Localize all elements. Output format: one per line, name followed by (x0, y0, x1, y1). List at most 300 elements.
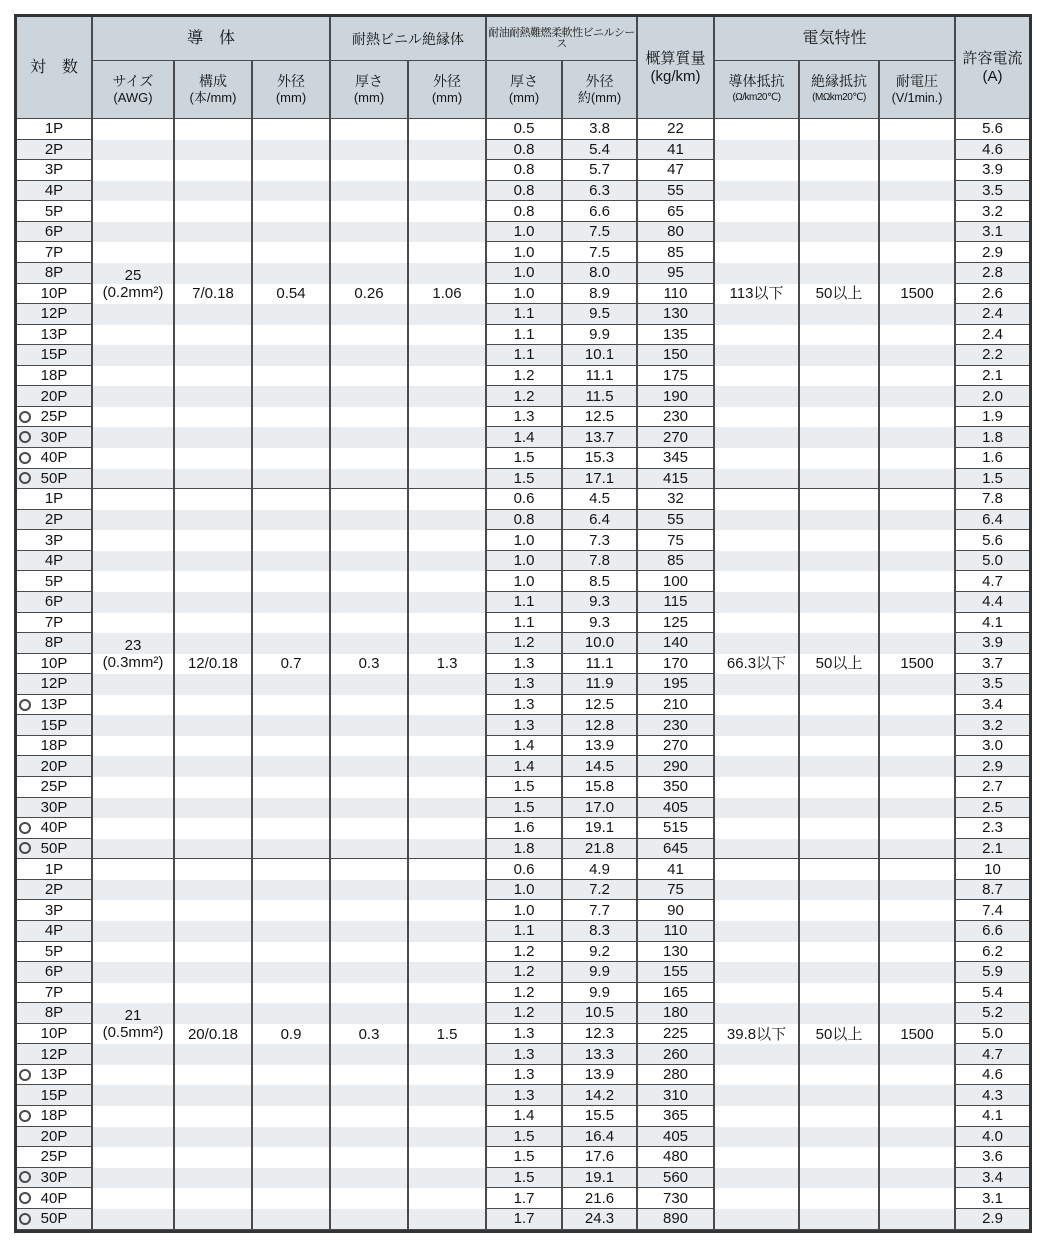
sheath-thickness-cell: 1.5 (487, 469, 563, 490)
pair-count-label: 5P (44, 942, 64, 960)
insulation-od-cell (409, 489, 487, 510)
conductor-od-cell (253, 325, 331, 346)
conductor-od-cell (253, 695, 331, 716)
allowable-current-cell: 1.6 (956, 448, 1029, 469)
conductor-resistance-cell (715, 983, 800, 1004)
insulation-resistance-cell (800, 900, 880, 921)
insulation-od-cell (409, 695, 487, 716)
sheath-od-cell: 7.2 (563, 880, 638, 901)
sheath-thickness-cell: 1.2 (487, 942, 563, 963)
pair-count-label: 4P (44, 552, 64, 570)
insulation-od-cell (409, 263, 487, 284)
sheath-group-header: 耐油耐熱難燃柔軟性ビニルシース (487, 17, 638, 61)
mass-cell: 100 (638, 571, 715, 592)
conductor-size-cell (93, 119, 175, 140)
conductor-size-cell (93, 859, 175, 880)
sheath-thickness-cell: 1.2 (487, 366, 563, 387)
sheath-od-cell: 7.5 (563, 222, 638, 243)
insulation-thickness-cell (331, 1168, 409, 1189)
withstand-voltage-cell (880, 777, 956, 798)
insulation-resistance-cell (800, 633, 880, 654)
conductor-resistance-cell (715, 571, 800, 592)
spec-row (17, 942, 1029, 963)
withstand-voltage-cell (880, 551, 956, 572)
spec-row (17, 798, 1029, 819)
spec-row (17, 1127, 1029, 1148)
conductor-strands-cell (175, 427, 253, 448)
conductor-od-cell (253, 427, 331, 448)
insulation-thickness-cell (331, 736, 409, 757)
withstand-voltage-cell (880, 942, 956, 963)
allowable-current-cell: 3.4 (956, 1168, 1029, 1189)
insulation-thickness-cell (331, 510, 409, 531)
mass-cell: 270 (638, 736, 715, 757)
pair-count-label: 15P (40, 346, 68, 364)
mass-cell: 260 (638, 1044, 715, 1065)
withstand-voltage-cell (880, 489, 956, 510)
sheath-od-cell: 12.5 (563, 407, 638, 428)
insulation-resistance-cell (800, 530, 880, 551)
sheath-thickness-cell: 1.1 (487, 345, 563, 366)
conductor-resistance-cell (715, 427, 800, 448)
sheath-thickness-cell: 1.3 (487, 674, 563, 695)
spec-row (17, 859, 1029, 880)
mass-cell: 225 (638, 1024, 715, 1045)
insulation-thickness-cell (331, 263, 409, 284)
sheath-thickness-cell: 0.8 (487, 160, 563, 181)
pair-count-label: 40P (40, 1189, 68, 1207)
insulation-od-cell (409, 798, 487, 819)
insulation-od-cell (409, 345, 487, 366)
spec-row (17, 1209, 1029, 1230)
spec-row (17, 777, 1029, 798)
conductor-strands-cell (175, 798, 253, 819)
cable-spec-table (14, 14, 1032, 1233)
sheath-thickness-cell: 1.3 (487, 1024, 563, 1045)
conductor-strands-cell (175, 345, 253, 366)
insulation-od-cell (409, 736, 487, 757)
table-header (17, 17, 1029, 119)
insulation-resistance-subheader-unit: (MΩkm20℃) (812, 92, 866, 103)
insulation-od-subheader-label: 外径 (433, 73, 461, 89)
sheath-thickness-cell: 1.5 (487, 798, 563, 819)
sheath-thickness-cell: 0.8 (487, 510, 563, 531)
insulation-od-cell (409, 633, 487, 654)
withstand-voltage-cell (880, 962, 956, 983)
spec-row (17, 1106, 1029, 1127)
conductor-resistance-cell (715, 160, 800, 181)
insulation-thickness-cell (331, 1209, 409, 1230)
pair-count-label: 25P (40, 408, 68, 426)
insulation-thickness-cell (331, 900, 409, 921)
insulation-resistance-cell (800, 1085, 880, 1106)
insulation-od-cell (409, 448, 487, 469)
awg-size-note: (0.2mm²) (102, 283, 164, 301)
withstand-voltage-cell (880, 1106, 956, 1127)
conductor-strands-cell: 12/0.18 (175, 654, 253, 675)
insulation-od-cell (409, 551, 487, 572)
mass-cell: 80 (638, 222, 715, 243)
spec-row (17, 1044, 1029, 1065)
sheath-thickness-cell: 1.2 (487, 1003, 563, 1024)
pair-count-cell (17, 880, 93, 901)
pair-count-cell (17, 1168, 93, 1189)
insulation-od-cell: 1.06 (409, 284, 487, 305)
sheath-od-subheader-label: 外径 (585, 73, 614, 89)
insulation-od-cell (409, 571, 487, 592)
conductor-size-cell (93, 839, 175, 860)
conductor-resistance-cell (715, 1188, 800, 1209)
conductor-od-cell (253, 633, 331, 654)
pair-count-label: 2P (44, 881, 64, 899)
insulation-thickness-cell (331, 345, 409, 366)
withstand-voltage-cell (880, 736, 956, 757)
size-subheader-label: サイズ (112, 73, 154, 89)
mass-cell: 55 (638, 181, 715, 202)
conductor-od-subheader (253, 61, 331, 119)
conductor-resistance-cell (715, 1085, 800, 1106)
pair-count-label: 40P (40, 449, 68, 467)
allowable-current-cell: 5.0 (956, 1024, 1029, 1045)
sheath-od-cell: 24.3 (563, 1209, 638, 1230)
spec-row (17, 510, 1029, 531)
insulation-resistance-cell (800, 1168, 880, 1189)
insulation-resistance-cell (800, 1044, 880, 1065)
pair-count-cell (17, 325, 93, 346)
conductor-strands-cell (175, 448, 253, 469)
pair-count-label: 15P (40, 1086, 68, 1104)
spec-row (17, 818, 1029, 839)
insulation-od-cell (409, 756, 487, 777)
pair-count-label: 2P (44, 510, 64, 528)
conductor-od-cell (253, 510, 331, 531)
conductor-od-subheader-unit: (mm) (275, 90, 307, 105)
conductor-size-cell (93, 921, 175, 942)
conductor-resistance-cell (715, 263, 800, 284)
conductor-od-cell (253, 777, 331, 798)
insulation-thickness-cell (331, 140, 409, 161)
sheath-od-cell: 11.1 (563, 654, 638, 675)
withstand-voltage-cell (880, 222, 956, 243)
withstand-voltage-cell (880, 119, 956, 140)
pair-count-cell (17, 407, 93, 428)
conductor-strands-cell (175, 201, 253, 222)
conductor-resistance-cell: 66.3以下 (715, 654, 800, 675)
conductor-resistance-cell (715, 859, 800, 880)
conductor-strands-cell (175, 942, 253, 963)
conductor-size-cell (93, 160, 175, 181)
insulation-thickness-cell (331, 962, 409, 983)
conductor-size-cell (93, 1065, 175, 1086)
conductor-od-cell: 0.54 (253, 284, 331, 305)
allowable-current-cell: 2.3 (956, 818, 1029, 839)
pair-count-cell (17, 592, 93, 613)
allowable-current-cell: 3.1 (956, 222, 1029, 243)
conductor-resistance-cell (715, 242, 800, 263)
conductor-od-cell (253, 345, 331, 366)
conductor-od-cell (253, 1106, 331, 1127)
conductor-size-cell (93, 386, 175, 407)
insulation-resistance-cell (800, 1065, 880, 1086)
insulation-thickness-cell (331, 1065, 409, 1086)
conductor-size-cell (93, 798, 175, 819)
mass-cell: 75 (638, 880, 715, 901)
conductor-od-cell (253, 181, 331, 202)
conductor-size-cell (93, 345, 175, 366)
insulation-resistance-cell (800, 1188, 880, 1209)
withstand-voltage-cell (880, 1003, 956, 1024)
insulation-od-cell (409, 715, 487, 736)
conductor-resistance-cell (715, 613, 800, 634)
sheath-od-cell: 6.3 (563, 181, 638, 202)
pair-count-header: 対 数 (17, 17, 93, 119)
conductor-resistance-cell (715, 386, 800, 407)
conductor-size-label (93, 267, 173, 301)
strands-subheader-unit: (本/mm) (189, 90, 237, 105)
pair-count-label: 20P (40, 387, 68, 405)
allowable-current-cell: 7.4 (956, 900, 1029, 921)
pair-count-cell (17, 654, 93, 675)
conductor-od-cell (253, 880, 331, 901)
withstand-voltage-cell (880, 427, 956, 448)
insulation-thickness-cell (331, 1044, 409, 1065)
insulation-od-cell (409, 201, 487, 222)
insulation-resistance-cell (800, 407, 880, 428)
spec-sheet (14, 14, 1032, 1233)
sheath-od-cell: 13.9 (563, 736, 638, 757)
allowable-current-cell: 5.0 (956, 551, 1029, 572)
conductor-size-cell (93, 942, 175, 963)
pair-count-label: 18P (40, 367, 68, 385)
withstand-voltage-cell (880, 1127, 956, 1148)
conductor-resistance-cell (715, 1147, 800, 1168)
spec-row (17, 1024, 1029, 1045)
insulation-od-cell (409, 592, 487, 613)
allowable-current-cell: 6.6 (956, 921, 1029, 942)
pair-count-cell (17, 633, 93, 654)
withstand-voltage-cell (880, 695, 956, 716)
conductor-od-cell (253, 818, 331, 839)
conductor-resistance-cell (715, 715, 800, 736)
insulation-resistance-cell (800, 551, 880, 572)
mass-cell: 405 (638, 1127, 715, 1148)
conductor-resistance-cell (715, 1065, 800, 1086)
sheath-od-cell: 17.1 (563, 469, 638, 490)
mass-cell: 645 (638, 839, 715, 860)
insulation-resistance-cell (800, 859, 880, 880)
conductor-size-cell (93, 366, 175, 387)
withstand-voltage-cell (880, 366, 956, 387)
sheath-thickness-cell: 1.4 (487, 1106, 563, 1127)
withstand-voltage-cell (880, 633, 956, 654)
awg-size-value: 25 (124, 266, 142, 284)
pair-count-cell (17, 366, 93, 387)
pair-count-cell (17, 1065, 93, 1086)
spec-row (17, 427, 1029, 448)
conductor-size-cell (93, 1106, 175, 1127)
spec-row (17, 242, 1029, 263)
spec-row (17, 345, 1029, 366)
sheath-od-cell: 9.9 (563, 962, 638, 983)
withstand-voltage-cell (880, 859, 956, 880)
conductor-strands-cell (175, 551, 253, 572)
conductor-od-cell (253, 119, 331, 140)
withstand-voltage-cell (880, 407, 956, 428)
conductor-od-cell (253, 366, 331, 387)
sheath-thickness-cell: 1.2 (487, 983, 563, 1004)
insulation-resistance-cell: 50以上 (800, 284, 880, 305)
electrical-group-header: 電気特性 (715, 17, 956, 61)
conductor-strands-cell (175, 1003, 253, 1024)
pair-count-label: 7P (44, 613, 64, 631)
conductor-od-cell (253, 140, 331, 161)
sheath-thickness-cell: 1.1 (487, 325, 563, 346)
insulation-thickness-cell (331, 1003, 409, 1024)
conductor-size-cell (93, 983, 175, 1004)
pair-count-label: 10P (40, 654, 68, 672)
conductor-resistance-cell (715, 551, 800, 572)
withstand-voltage-cell (880, 839, 956, 860)
pair-count-cell (17, 818, 93, 839)
sheath-thickness-subheader (487, 61, 563, 119)
sheath-od-cell: 3.8 (563, 119, 638, 140)
pair-count-label: 4P (44, 181, 64, 199)
insulation-thickness-cell (331, 119, 409, 140)
conductor-resistance-cell (715, 530, 800, 551)
insulation-od-cell (409, 1085, 487, 1106)
sheath-od-cell: 12.3 (563, 1024, 638, 1045)
conductor-size-cell (93, 427, 175, 448)
conductor-strands-cell (175, 242, 253, 263)
insulation-od-cell (409, 1003, 487, 1024)
insulation-resistance-cell (800, 880, 880, 901)
insulation-od-cell (409, 1044, 487, 1065)
insulation-resistance-cell (800, 839, 880, 860)
pair-count-cell (17, 119, 93, 140)
pair-count-cell (17, 777, 93, 798)
mass-cell: 230 (638, 407, 715, 428)
insulation-od-cell (409, 325, 487, 346)
insulation-thickness-cell (331, 592, 409, 613)
spec-row (17, 530, 1029, 551)
sheath-thickness-cell: 1.0 (487, 551, 563, 572)
conductor-size-cell (93, 777, 175, 798)
sheath-od-cell: 21.8 (563, 839, 638, 860)
allowable-current-cell: 10 (956, 859, 1029, 880)
insulation-od-cell (409, 1168, 487, 1189)
insulation-thickness-cell (331, 489, 409, 510)
pair-count-label: 25P (40, 1148, 68, 1166)
insulation-thickness-cell (331, 427, 409, 448)
conductor-resistance-cell (715, 880, 800, 901)
allowable-current-cell: 4.0 (956, 1127, 1029, 1148)
pair-count-label: 1P (44, 120, 64, 138)
conductor-od-cell (253, 1065, 331, 1086)
pair-count-label: 1P (44, 860, 64, 878)
insulation-thickness-cell (331, 613, 409, 634)
withstand-voltage-cell (880, 880, 956, 901)
sheath-thickness-cell: 1.5 (487, 1168, 563, 1189)
spec-row (17, 181, 1029, 202)
pair-count-label: 50P (40, 469, 68, 487)
allowable-current-cell: 4.6 (956, 140, 1029, 161)
insulation-thickness-cell (331, 715, 409, 736)
strands-subheader (175, 61, 253, 119)
withstand-voltage-cell (880, 756, 956, 777)
insulation-od-cell (409, 1209, 487, 1230)
insulation-resistance-cell (800, 1209, 880, 1230)
pair-count-cell (17, 201, 93, 222)
insulation-thickness-cell (331, 880, 409, 901)
conductor-strands-cell (175, 818, 253, 839)
conductor-size-cell (93, 818, 175, 839)
sheath-thickness-cell: 1.4 (487, 736, 563, 757)
conductor-size-cell (93, 222, 175, 243)
mass-cell: 210 (638, 695, 715, 716)
conductor-strands-cell: 7/0.18 (175, 284, 253, 305)
spec-row (17, 962, 1029, 983)
conductor-resistance-cell (715, 736, 800, 757)
pair-count-cell (17, 284, 93, 305)
insulation-resistance-cell (800, 119, 880, 140)
conductor-size-cell (93, 880, 175, 901)
insulation-od-cell (409, 119, 487, 140)
insulation-resistance-cell (800, 140, 880, 161)
conductor-strands-cell (175, 1147, 253, 1168)
sheath-thickness-cell: 1.3 (487, 1044, 563, 1065)
pair-count-cell (17, 304, 93, 325)
mass-cell: 65 (638, 201, 715, 222)
spec-row (17, 119, 1029, 140)
withstand-voltage-cell (880, 715, 956, 736)
conductor-od-cell (253, 592, 331, 613)
insulation-thickness-cell (331, 777, 409, 798)
conductor-size-cell (93, 1168, 175, 1189)
pair-count-label: 8P (44, 634, 64, 652)
mass-cell: 310 (638, 1085, 715, 1106)
conductor-size-cell (93, 140, 175, 161)
sheath-thickness-cell: 1.3 (487, 654, 563, 675)
allowable-current-cell: 2.0 (956, 386, 1029, 407)
insulation-resistance-cell (800, 921, 880, 942)
conductor-od-cell (253, 1168, 331, 1189)
pair-count-cell (17, 140, 93, 161)
mass-cell: 480 (638, 1147, 715, 1168)
sheath-thickness-cell: 1.3 (487, 715, 563, 736)
allowable-current-cell: 5.2 (956, 1003, 1029, 1024)
insulation-thickness-cell: 0.3 (331, 654, 409, 675)
insulation-od-cell (409, 921, 487, 942)
insulation-resistance-cell (800, 674, 880, 695)
withstand-voltage-cell (880, 1044, 956, 1065)
conductor-od-cell (253, 530, 331, 551)
conductor-od-cell (253, 201, 331, 222)
conductor-resistance-cell (715, 469, 800, 490)
conductor-resistance-cell (715, 777, 800, 798)
spec-row (17, 1085, 1029, 1106)
pair-count-cell (17, 1209, 93, 1230)
conductor-strands-cell (175, 469, 253, 490)
insulation-group-header: 耐熱ビニル絶縁体 (331, 17, 487, 61)
sheath-thickness-cell: 1.0 (487, 571, 563, 592)
pair-count-label: 13P (40, 325, 68, 343)
conductor-strands-cell (175, 489, 253, 510)
conductor-od-cell (253, 1147, 331, 1168)
sheath-od-cell: 9.3 (563, 613, 638, 634)
insulation-thickness-cell (331, 551, 409, 572)
spec-row (17, 674, 1029, 695)
pair-count-label: 10P (40, 284, 68, 302)
